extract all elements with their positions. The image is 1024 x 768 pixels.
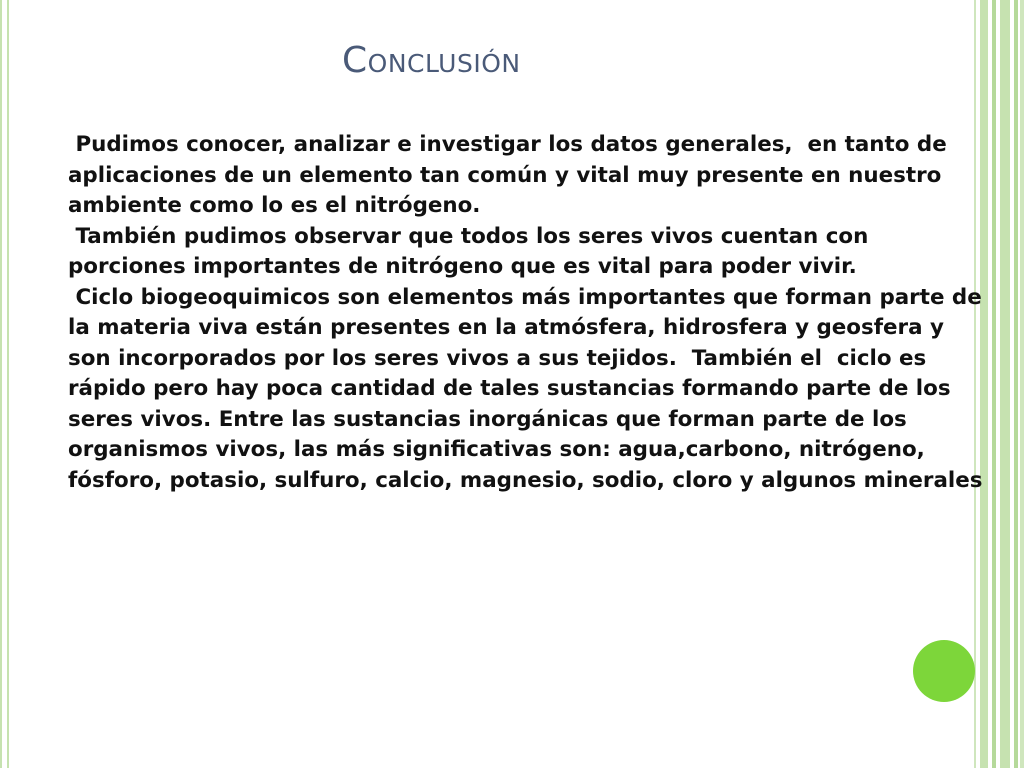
stripe [992,0,996,768]
paragraph-2: También pudimos observar que todos los seres vivos cuentan con porciones importantes de nitrógeno que es vital para poder vivir. [68,223,876,279]
slide-title: Conclusión [342,40,521,81]
green-circle-decoration [913,640,975,702]
stripe [1020,0,1024,768]
paragraph-1: Pudimos conocer, analizar e investigar los datos generales, en tanto de aplicaciones de un elemento tan común y vital muy presente en nuestro ambiente como lo es el nitrógeno. [68,132,955,218]
stripe [1000,0,1010,768]
left-border-decoration [0,0,9,768]
stripe [1014,0,1018,768]
paragraph-3: Ciclo biogeoquimicos son elementos más importantes que forman parte de la materia viva están presentes en la atmósfera, hidrosfera y geosfera y son incorporados por los seres vivos a sus tejidos. También el ciclo es rápido pero hay poca cantidad de tales sustancias formando parte de los seres vivos. Entre las sustancias inorgánicas que forman parte de los organismos vivos, las más significativas son: agua,carbono, nitrógeno, fósforo, potasio, sulfuro, calcio, magnesio, sodio, cloro y algunos minerales [68,284,990,493]
slide-body [68,130,990,496]
